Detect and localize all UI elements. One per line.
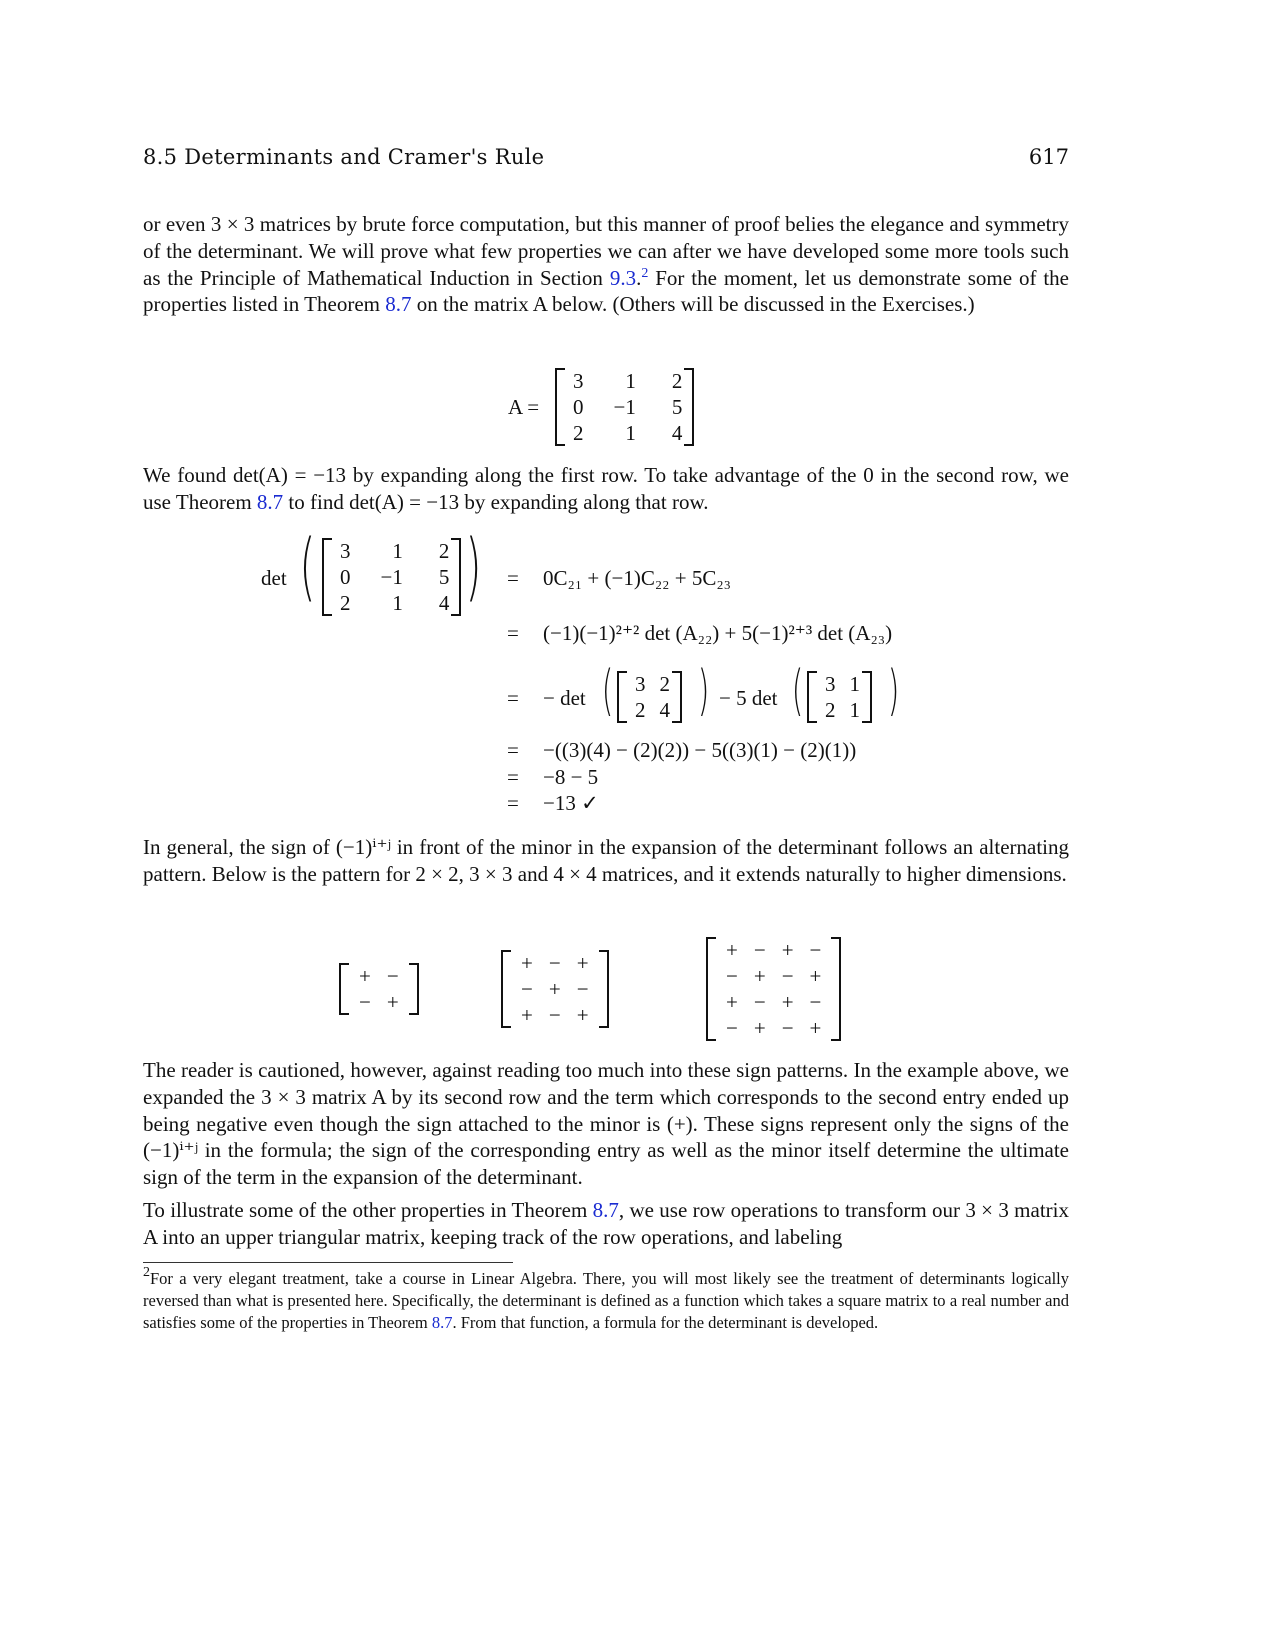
footnote-mark: 2	[143, 1265, 150, 1280]
para5-text-b: , we use row operations to transform our 3 × 3 matrix A into an upper triangular matrix, keeping track of the row operations, and labeling	[143, 1198, 1069, 1249]
sign-cell: −	[521, 977, 533, 1001]
equals-sign: =	[507, 566, 519, 590]
paragraph-2	[143, 462, 1069, 516]
sign-cell: +	[781, 938, 794, 962]
section-link[interactable]: 9.3	[609, 265, 637, 290]
left-paren: (	[601, 659, 614, 722]
matrix-cell: 2	[573, 421, 584, 445]
sign-cell: +	[781, 990, 794, 1014]
equals-sign: =	[507, 765, 519, 789]
para1-text-c: on the matrix A below. (Others will be discussed in the Exercises.)	[411, 292, 975, 317]
matrix-cell: 1	[625, 369, 636, 393]
matrix-cell: 2	[340, 591, 351, 615]
expansion-line-1: 0C₂₁ + (−1)C₂₂ + 5C₂₃	[543, 566, 731, 590]
footnote-text-b: . From that function, a formula for the determinant is developed.	[452, 1313, 879, 1332]
matrix-cell: 2	[635, 698, 646, 722]
sign-cell: +	[521, 951, 533, 975]
matrix-a	[555, 368, 694, 446]
sign-cell: −	[726, 964, 738, 988]
page-number: 617	[1028, 145, 1069, 169]
sign-cell: +	[576, 1003, 589, 1027]
sign-cell: +	[809, 1016, 822, 1040]
sign-cell: −	[359, 990, 371, 1014]
footnote	[143, 1265, 1069, 1334]
expansion-line-2: (−1)(−1)²⁺² det (A₂₂) + 5(−1)²⁺³ det (A₂₃)	[543, 621, 893, 645]
paragraph-5	[143, 1197, 1069, 1251]
para1-text-b: For the moment, let us demonstrate some of the properties listed in Theorem	[143, 265, 1069, 317]
sign-cell: −	[781, 1016, 794, 1040]
sign-pattern-2x2	[339, 963, 419, 1015]
matrix-cell: −1	[380, 565, 403, 589]
matrix-cell: 3	[635, 672, 646, 696]
equals-sign: =	[507, 686, 519, 710]
sign-cell: −	[548, 1003, 561, 1027]
left-paren: (	[299, 524, 316, 610]
matrix-cell: 0	[340, 565, 351, 589]
matrix-cell: 1	[392, 591, 403, 615]
equals-sign: =	[507, 621, 519, 645]
matrix-cell: 4	[438, 591, 450, 615]
sign-cell: +	[576, 951, 589, 975]
right-paren: )	[465, 524, 482, 610]
right-paren: )	[697, 659, 710, 722]
sign-cell: −	[726, 1016, 738, 1040]
expansion-line-5: −8 − 5	[543, 765, 599, 789]
matrix-cell: 1	[392, 539, 403, 563]
footnote-text-a: For a very elegant treatment, take a course in Linear Algebra. There, you will most likely see the treatment of determinants logically reversed than what is presented here. Specifically, the determinant is defined as a function which takes a square matrix to a real number and satisfies some of the properties in Theorem	[143, 1269, 1069, 1332]
sign-cell: +	[548, 977, 561, 1001]
footnote-ref[interactable]: 2	[641, 265, 649, 281]
matrix-cell: 2	[825, 698, 836, 722]
matrix-cell: 3	[825, 672, 836, 696]
sign-pattern-4x4	[706, 937, 841, 1041]
para2-text-a: We found det(A) = −13 by expanding along the first row. To take advantage of the 0 in the second row, we use Theorem	[143, 463, 1069, 514]
theorem-link[interactable]: 8.7	[592, 1198, 619, 1222]
matrix-cell: 5	[671, 395, 683, 419]
sign-cell: +	[386, 990, 399, 1014]
section-title: 8.5 Determinants and Cramer's Rule	[143, 145, 545, 169]
sign-cell: +	[753, 964, 766, 988]
sign-cell: −	[576, 977, 589, 1001]
paragraph-1: or even 3 × 3 matrices by brute force computation, but this manner of proof belies the elegance and symmetry of the determinant. We will prove what few properties we can after we have developed some more tools such as the Principle of Mathematical Induction in Section 9.3.$^2$ For the moment, let us demonstrate some of the properties listed in Theorem 8.7 on the matrix A below. (Others will be discussed in the Exercises.)	[143, 212, 1069, 317]
minor-a22	[617, 671, 682, 723]
matrix-cell: 4	[671, 421, 683, 445]
sign-cell: +	[753, 1016, 766, 1040]
right-paren: )	[887, 659, 900, 722]
det-label: det	[261, 566, 287, 590]
matrix-cell: 2	[659, 672, 670, 696]
sign-pattern-3x3	[501, 950, 609, 1028]
equals-sign: =	[507, 791, 519, 815]
matrix-a-label: A =	[508, 395, 540, 419]
matrix-cell: 2	[671, 369, 683, 393]
matrix-cell: −1	[613, 395, 636, 419]
minor-a23	[807, 671, 872, 723]
matrix-cell: 3	[573, 369, 584, 393]
paragraph-3: In general, the sign of (−1)ⁱ⁺ʲ in front of the minor in the expansion of the determinant follows an alternating pattern. Below is the pattern for 2 × 2, 3 × 3 and 4 × 4 matrices, and it extends naturally to higher dimensions.	[143, 835, 1069, 886]
sign-cell: −	[809, 938, 822, 962]
matrix-cell: 1	[849, 672, 860, 696]
footnote-rule	[143, 1262, 513, 1263]
sign-cell: −	[809, 990, 822, 1014]
sign-cell: +	[726, 990, 738, 1014]
para5-text-a: To illustrate some of the other properties in Theorem	[143, 1198, 593, 1222]
sign-cell: −	[386, 964, 399, 988]
theorem-link[interactable]: 8.7	[256, 489, 284, 514]
expansion-line-3b: − 5 det	[719, 686, 778, 710]
matrix-cell: 1	[849, 698, 860, 722]
sign-cell: +	[809, 964, 822, 988]
left-paren: (	[791, 659, 804, 722]
expansion-line-6: −13 ✓	[543, 791, 599, 815]
matrix-cell: 0	[573, 395, 584, 419]
theorem-link[interactable]: 8.7	[431, 1313, 453, 1332]
expansion-line-3a: − det	[543, 686, 586, 710]
expansion-matrix	[322, 538, 461, 616]
page	[143, 0, 1069, 1650]
sign-cell: −	[753, 938, 766, 962]
para2-text-b: to find det(A) = −13 by expanding along that row.	[283, 489, 709, 514]
sign-cell: −	[781, 964, 794, 988]
expansion-line-4: −((3)(4) − (2)(2)) − 5((3)(1) − (2)(1))	[543, 738, 857, 762]
sign-cell: +	[726, 938, 738, 962]
sign-cell: −	[548, 951, 561, 975]
matrix-cell: 1	[625, 421, 636, 445]
equals-sign: =	[507, 738, 519, 762]
sign-cell: +	[359, 964, 371, 988]
paragraph-4: The reader is cautioned, however, against reading too much into these sign patterns. In the example above, we expanded the 3 × 3 matrix A by its second row and the term which corresponds to the second entry ended up being negative even though the sign attached to the minor is (+). These signs represent only the signs of the (−1)ⁱ⁺ʲ in the formula; the sign of the corresponding entry as well as the minor itself determine the ultimate sign of the term in the expansion of the determinant.	[143, 1058, 1069, 1190]
sign-cell: −	[753, 990, 766, 1014]
theorem-link[interactable]: 8.7	[385, 292, 412, 317]
matrix-cell: 5	[438, 565, 450, 589]
matrix-cell: 4	[659, 698, 670, 722]
para1-text-a: or even 3 × 3 matrices by brute force computation, but this manner of proof belies the elegance and symmetry of the determinant. We will prove what few properties we can after we have developed some more tools such as the Principle of Mathematical Induction in Section	[143, 212, 1069, 290]
matrix-cell: 3	[340, 539, 351, 563]
matrix-cell: 2	[438, 539, 450, 563]
sign-cell: +	[521, 1003, 533, 1027]
